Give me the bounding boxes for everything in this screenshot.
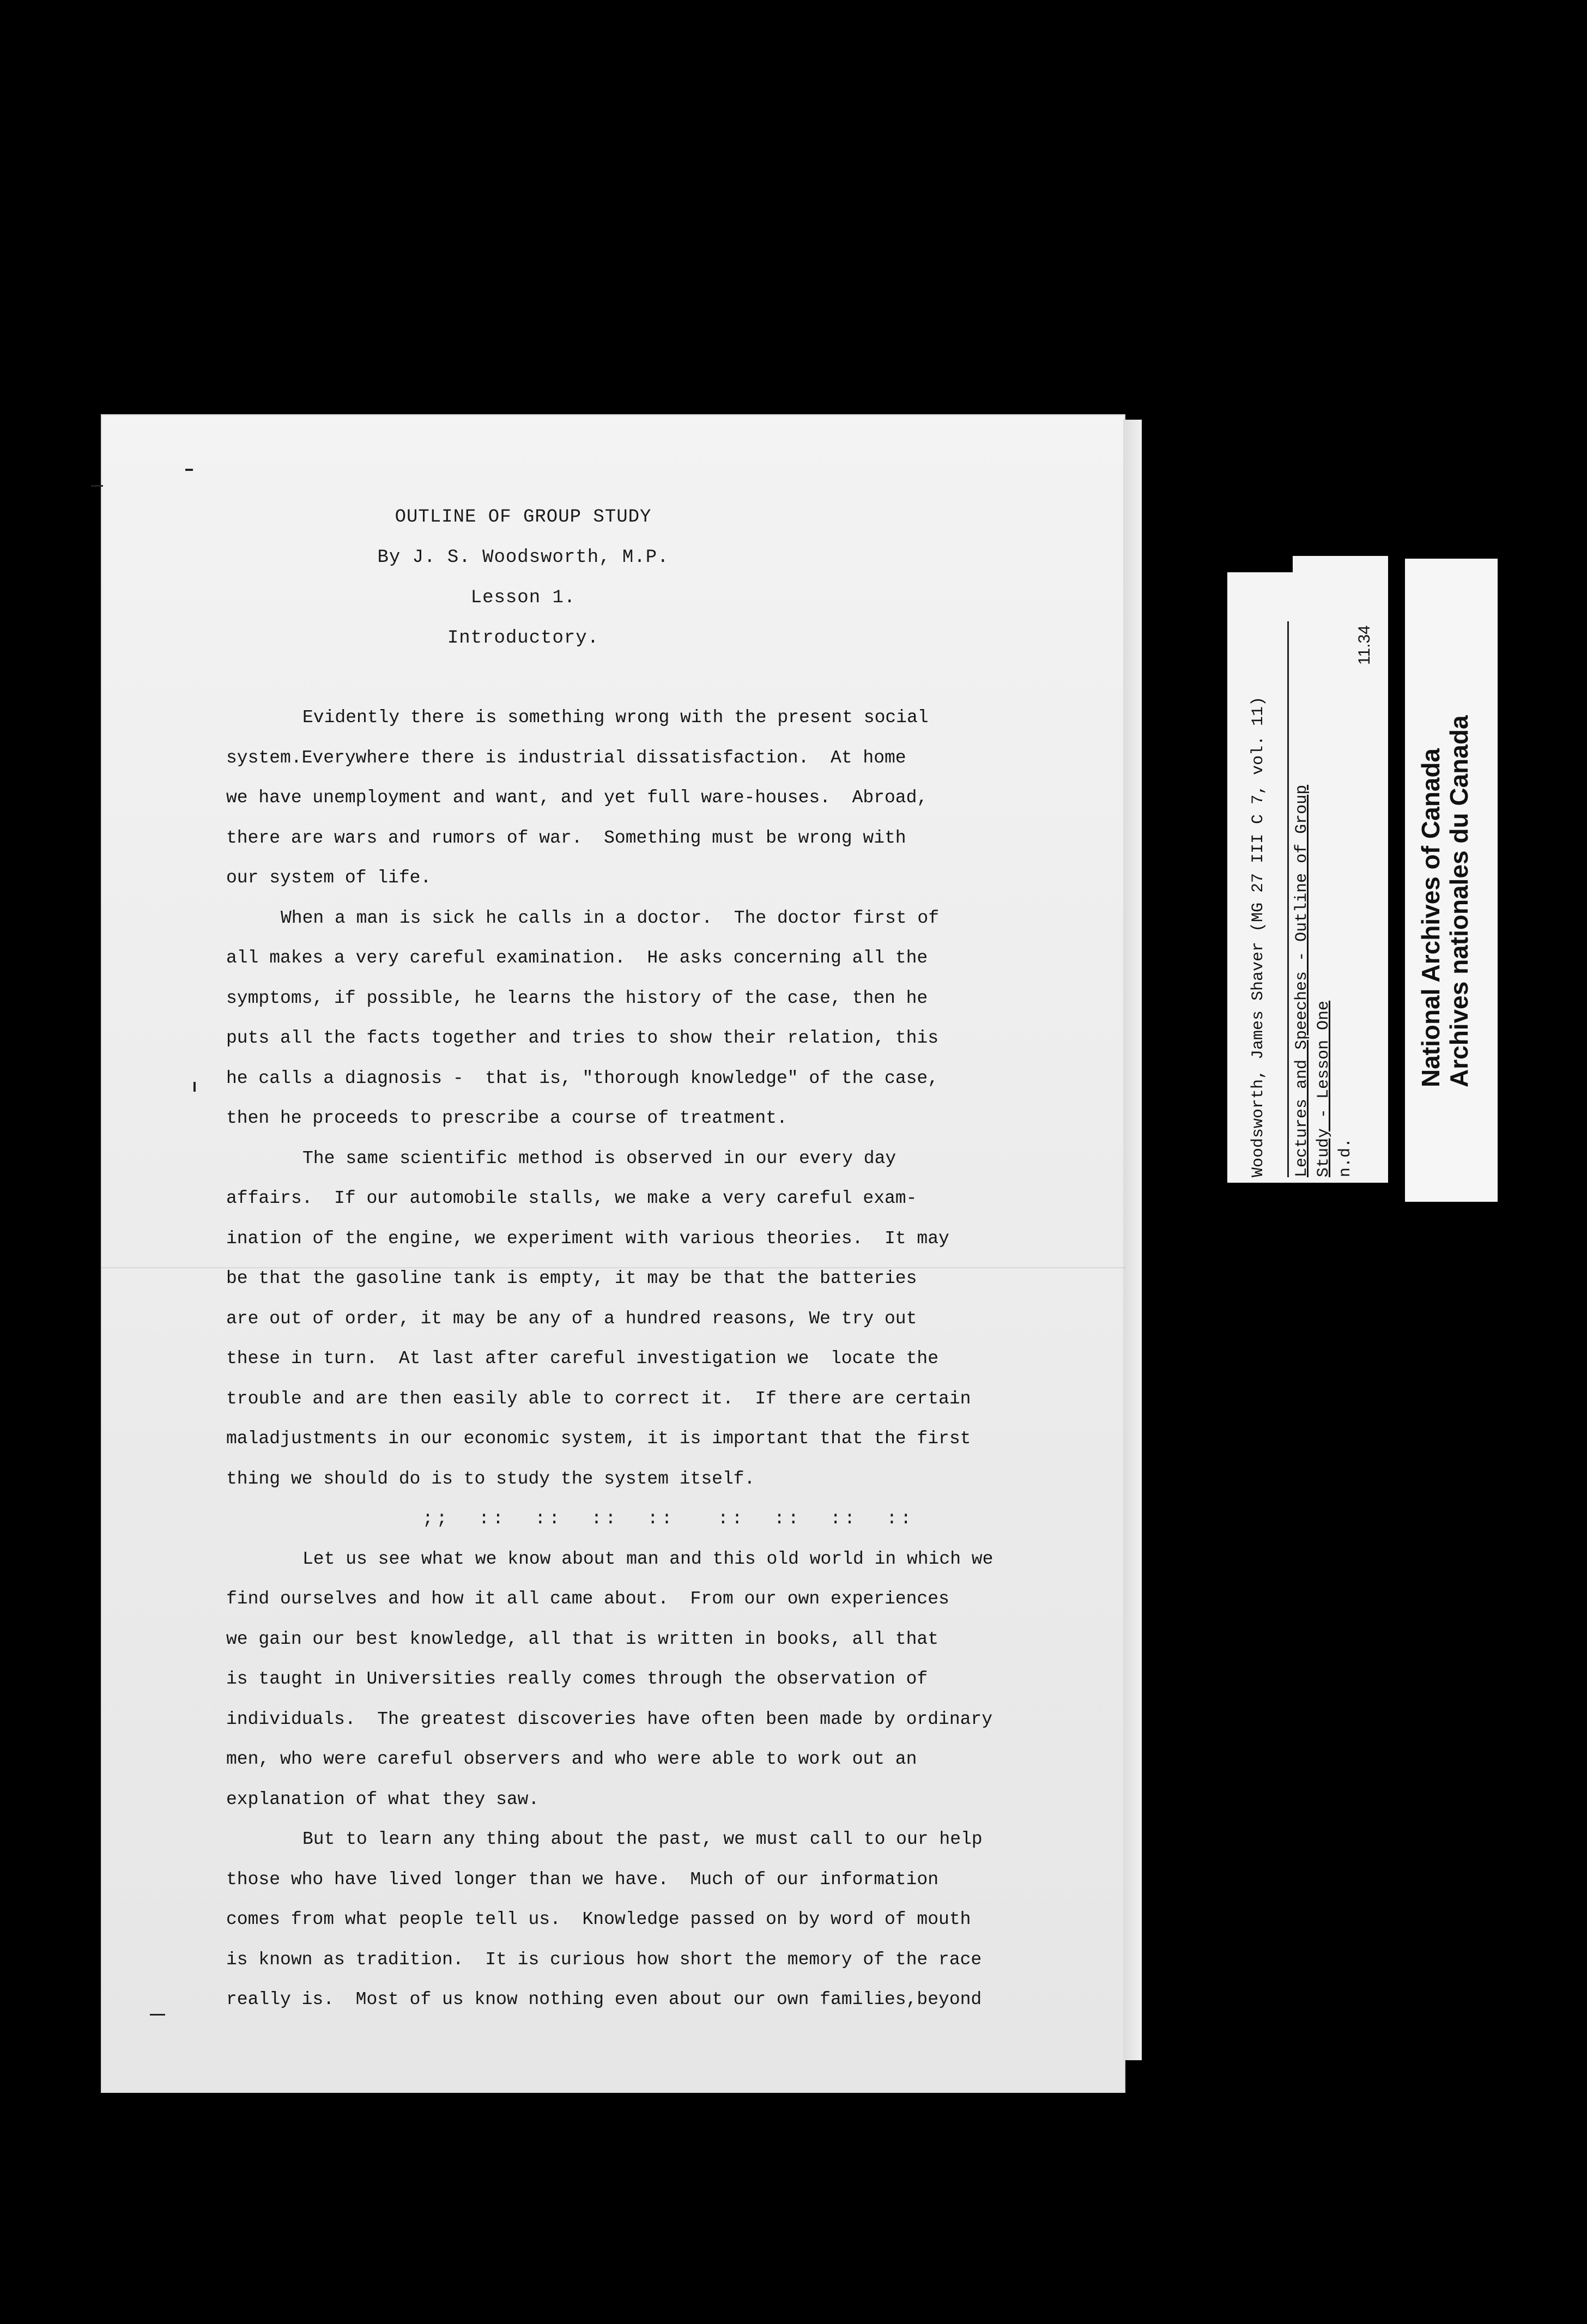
document-line: Let us see what we know about man and this old world in which we [302, 1548, 994, 1569]
scan-mark [185, 469, 193, 471]
document-lesson: Lesson 1. [470, 588, 576, 608]
document-line: The same scientific method is observed in our every day [302, 1148, 897, 1169]
page-edge [1123, 420, 1142, 2060]
document-line: comes from what people tell us. Knowledge passed on by word of mouth [226, 1909, 971, 1929]
document-line: find ourselves and how it all came about. From our own experiences [226, 1589, 949, 1609]
document-line: ;; :: :: :: :: :: :: :: :: [422, 1509, 915, 1529]
document-line: explanation of what they saw. [226, 1789, 540, 1809]
document-line: symptoms, if possible, he learns the history of the case, then he [226, 988, 928, 1008]
card-number: 11.34 [1355, 625, 1373, 665]
card-fonds-label: Woodsworth, James Shaver (MG 27 III C 7, vol. 11) [1249, 696, 1268, 1177]
card-divider [1287, 621, 1289, 1177]
document-line: trouble and are then easily able to correct it. If there are certain [226, 1388, 971, 1409]
archive-stamp [1405, 559, 1498, 1202]
document-line: are out of order, it may be any of a hundred reasons, We try out [226, 1308, 917, 1329]
document-line: all makes a very careful examination. He asks concerning all the [226, 948, 928, 968]
document-line: puts all the facts together and tries to show their relation, this [226, 1028, 939, 1048]
card-item-label: Study - Lesson One [1315, 1000, 1333, 1177]
archive-name-french: Archives nationales du Canada [1445, 715, 1473, 1087]
document-title: OUTLINE OF GROUP STUDY [395, 507, 652, 528]
scan-mark [91, 485, 103, 487]
document-line: then he proceeds to prescribe a course of treatment. [226, 1108, 788, 1128]
document-line: maladjustments in our economic system, it is important that the first [226, 1429, 971, 1449]
document-body [226, 698, 1087, 2020]
document-line: there are wars and rumors of war. Something must be wrong with [226, 827, 906, 848]
archive-index-card [1227, 572, 1388, 1183]
document-line: those who have lived longer than we have. Much of our information [226, 1869, 939, 1890]
document-line: affairs. If our automobile stalls, we make a very careful exam- [226, 1188, 917, 1208]
archive-name-english: National Archives of Canada [1416, 748, 1445, 1087]
document-line: we have unemployment and want, and yet full ware-houses. Abroad, [226, 788, 928, 808]
document-page [101, 414, 1125, 2093]
document-line: we gain our best knowledge, all that is written in books, all that [226, 1629, 939, 1649]
card-tab [1293, 556, 1388, 627]
document-line: When a man is sick he calls in a doctor. The doctor first of [281, 907, 939, 928]
document-line: he calls a diagnosis - that is, "thorough knowledge" of the case, [226, 1068, 939, 1088]
document-line: individuals. The greatest discoveries have often been made by ordinary [226, 1709, 993, 1729]
document-line: system.Everywhere there is industrial dissatisfaction. At home [226, 747, 906, 768]
scan-mark [150, 2014, 165, 2016]
document-line: be that the gasoline tank is empty, it may be that the batteries [226, 1268, 917, 1288]
document-subtitle: Introductory. [447, 628, 599, 649]
card-date-label: n.d. [1336, 1137, 1355, 1177]
document-line: is known as tradition. It is curious how short the memory of the race [226, 1949, 982, 1970]
document-line: Evidently there is something wrong with the present social [302, 707, 929, 728]
document-line: thing we should do is to study the system itself. [226, 1468, 755, 1489]
document-line: is taught in Universities really comes through the observation of [226, 1669, 928, 1689]
document-line: really is. Most of us know nothing even about our own families,beyond [226, 1989, 982, 2010]
scan-mark [193, 1082, 196, 1092]
document-line: men, who were careful observers and who were able to work out an [226, 1749, 917, 1769]
card-series-label: Lectures and Speeches - Outline of Group [1293, 784, 1311, 1177]
document-author: By J. S. Woodsworth, M.P. [377, 547, 669, 568]
document-line: But to learn any thing about the past, we must call to our help [302, 1829, 983, 1849]
document-line: our system of life. [226, 868, 432, 888]
document-line: ination of the engine, we experiment with various theories. It may [226, 1228, 949, 1249]
document-line: these in turn. At last after careful investigation we locate the [226, 1348, 939, 1369]
